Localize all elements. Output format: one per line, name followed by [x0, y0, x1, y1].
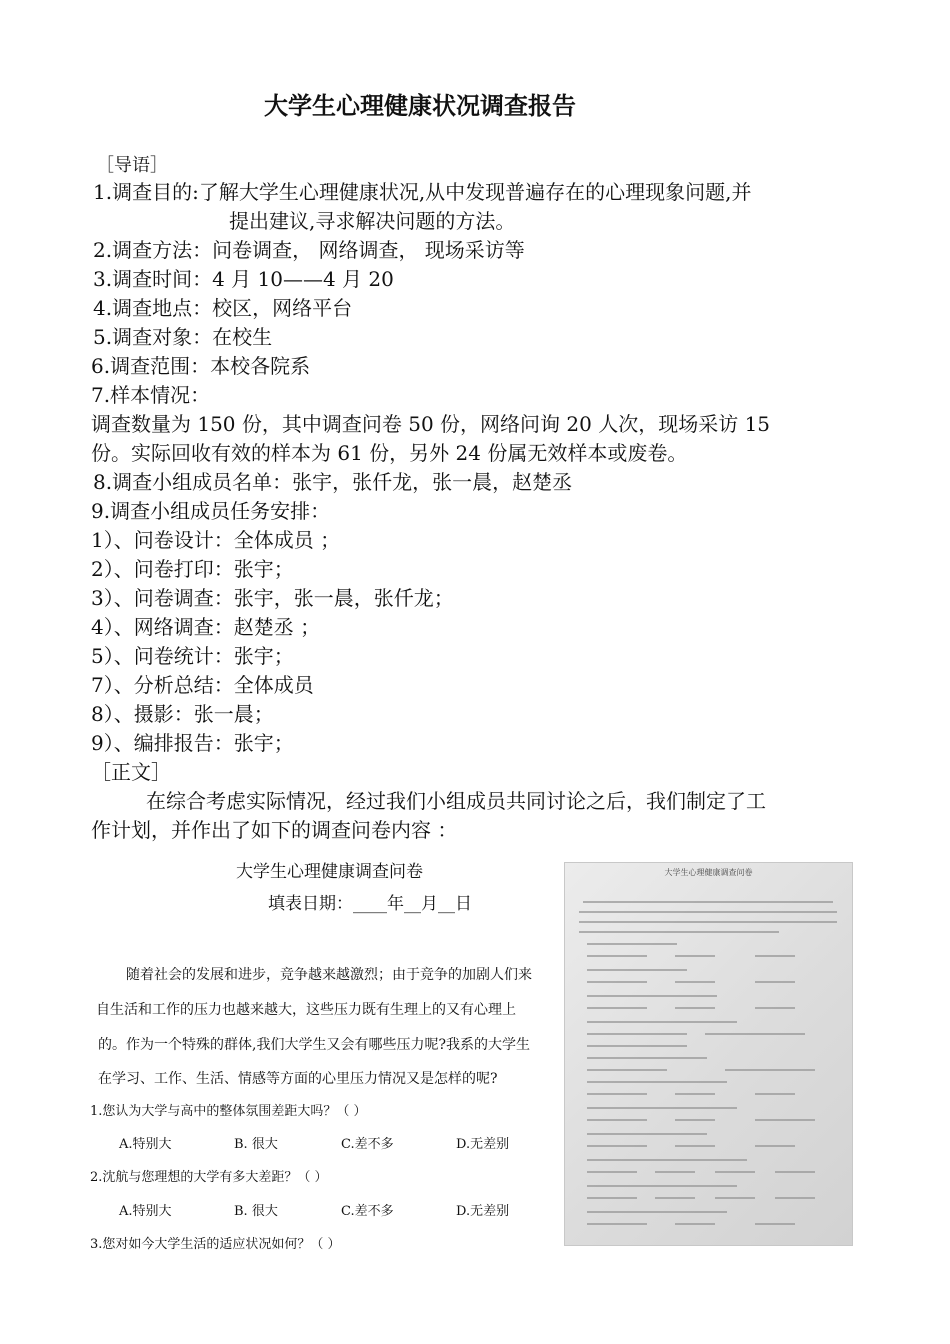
photo-text-line	[587, 1145, 647, 1147]
task-item: 7）、分析总结：全体成员	[91, 673, 314, 697]
intro-item-purpose: 1.调查目的:了解大学生心理健康状况,从中发现普遍存在的心理现象问题,并	[93, 180, 752, 204]
photo-text-line	[587, 955, 647, 957]
photo-text-line	[579, 911, 837, 913]
intro-item-tasks: 9.调查小组成员任务安排：	[91, 499, 331, 523]
photo-text-line	[587, 1185, 737, 1187]
photo-text-line	[587, 1007, 647, 1009]
q1-option-a: A.特别大	[119, 1137, 172, 1152]
task-item: 4）、网络调查：赵楚丞 ；	[91, 615, 321, 639]
sample-text-line2: 份。实际回收有效的样本为 61 份，另外 24 份属无效样本或废卷。	[91, 441, 688, 465]
photo-text-line	[705, 1033, 805, 1035]
intro-item-sample: 7.样本情况：	[91, 383, 211, 407]
photo-text-line	[583, 901, 833, 903]
photo-text-line	[755, 981, 795, 983]
photo-text-line	[587, 1033, 687, 1035]
report-title: 大学生心理健康状况调查报告	[264, 92, 576, 120]
questionnaire-photo	[564, 862, 853, 1246]
photo-text-line	[675, 955, 715, 957]
photo-text-line	[675, 981, 715, 983]
task-item: 3）、问卷调查：张宇，张一晨，张仟龙；	[91, 586, 454, 610]
q2-option-a: A.特别大	[119, 1204, 172, 1219]
photo-text-line	[587, 1081, 727, 1083]
photo-text-line	[587, 1171, 637, 1173]
q2-option-b: B. 很大	[234, 1204, 278, 1219]
task-item: 8）、摄影：张一晨；	[91, 702, 274, 726]
q2-option-c: C.差不多	[341, 1204, 394, 1219]
intro-item-purpose-cont: 提出建议,寻求解决问题的方法。	[229, 209, 516, 233]
main-tag: ［正文］	[91, 760, 171, 784]
task-item: 2）、问卷打印：张宇；	[91, 557, 294, 581]
intro-item-time: 3.调查时间：4 月 10——4 月 20	[93, 267, 394, 291]
photo-text-line	[587, 1021, 737, 1023]
photo-text-line	[587, 943, 677, 945]
photo-text-line	[587, 1197, 637, 1199]
photo-text-line	[587, 1119, 647, 1121]
photo-text-line	[579, 931, 779, 933]
main-paragraph-line1: 在综合考虑实际情况，经过我们小组成员共同讨论之后，我们制定了工	[146, 789, 766, 813]
photo-text-line	[755, 955, 795, 957]
photo-text-line	[587, 995, 717, 997]
photo-text-line	[587, 1069, 667, 1071]
question-3: 3.您对如今大学生活的适应状况如何？（ ）	[90, 1237, 341, 1252]
task-item: 5）、问卷统计：张宇；	[91, 644, 294, 668]
survey-title: 大学生心理健康调查问卷	[236, 862, 423, 882]
q2-option-d: D.无差别	[456, 1204, 510, 1219]
photo-text-line	[675, 1223, 715, 1225]
intro-item-scope: 6.调查范围：本校各院系	[91, 354, 311, 378]
sample-text-line1: 调查数量为 150 份，其中调查问卷 50 份，网络问询 20 人次，现场采访 15	[91, 412, 771, 436]
photo-text-line	[675, 1145, 715, 1147]
photo-text-line	[587, 1223, 647, 1225]
q1-option-b: B. 很大	[234, 1137, 278, 1152]
photo-text-line	[715, 1197, 755, 1199]
photo-title: 大学生心理健康调查问卷	[664, 868, 753, 877]
photo-text-line	[587, 1045, 687, 1047]
intro-item-location: 4.调查地点：校区，网络平台	[93, 296, 353, 320]
photo-text-line	[675, 1119, 715, 1121]
question-1: 1.您认为大学与高中的整体氛围差距大吗？（ ）	[90, 1104, 367, 1119]
photo-text-line	[579, 921, 837, 923]
intro-item-method: 2.调查方法：问卷调查， 网络调查， 现场采访等	[93, 238, 525, 262]
photo-text-line	[675, 1007, 715, 1009]
photo-text-line	[587, 969, 687, 971]
photo-text-line	[775, 1171, 815, 1173]
photo-text-line	[587, 1107, 737, 1109]
task-item: 1）、问卷设计：全体成员 ；	[91, 528, 341, 552]
photo-text-line	[755, 1145, 795, 1147]
intro-item-members: 8.调查小组成员名单：张宇，张仟龙，张一晨，赵楚丞	[93, 470, 573, 494]
photo-text-line	[755, 1119, 815, 1121]
survey-intro-line: 自生活和工作的压力也越来越大，这些压力既有生理上的又有心理上	[96, 1002, 516, 1018]
photo-text-line	[587, 1133, 707, 1135]
photo-text-line	[715, 1171, 755, 1173]
photo-text-line	[755, 1007, 795, 1009]
photo-text-line	[755, 1223, 795, 1225]
photo-text-line	[775, 1197, 815, 1199]
question-2: 2.沈航与您理想的大学有多大差距？（ ）	[90, 1170, 328, 1185]
photo-text-line	[587, 1211, 727, 1213]
photo-text-line	[587, 981, 647, 983]
survey-intro-line: 随着社会的发展和进步，竞争越来越激烈；由于竞争的加剧人们来	[126, 967, 532, 983]
q1-option-c: C.差不多	[341, 1137, 394, 1152]
q1-option-d: D.无差别	[456, 1137, 510, 1152]
survey-date: 填表日期：____年__月__日	[268, 894, 472, 914]
intro-item-subject: 5.调查对象：在校生	[93, 325, 273, 349]
photo-text-line	[655, 1171, 695, 1173]
photo-text-line	[587, 1057, 707, 1059]
task-item: 9）、编排报告：张宇；	[91, 731, 294, 755]
main-paragraph-line2: 作计划，并作出了如下的调查问卷内容 ：	[91, 818, 458, 842]
survey-intro-line: 的。作为一个特殊的群体,我们大学生又会有哪些压力呢?我系的大学生	[98, 1037, 530, 1053]
photo-text-line	[675, 1093, 715, 1095]
survey-intro-line: 在学习、工作、生活、情感等方面的心里压力情况又是怎样的呢?	[98, 1071, 498, 1087]
photo-text-line	[655, 1197, 695, 1199]
photo-text-line	[755, 1093, 795, 1095]
photo-text-line	[587, 1093, 647, 1095]
photo-text-line	[725, 1069, 815, 1071]
photo-text-line	[587, 1159, 747, 1161]
intro-tag: ［导语］	[96, 155, 168, 176]
